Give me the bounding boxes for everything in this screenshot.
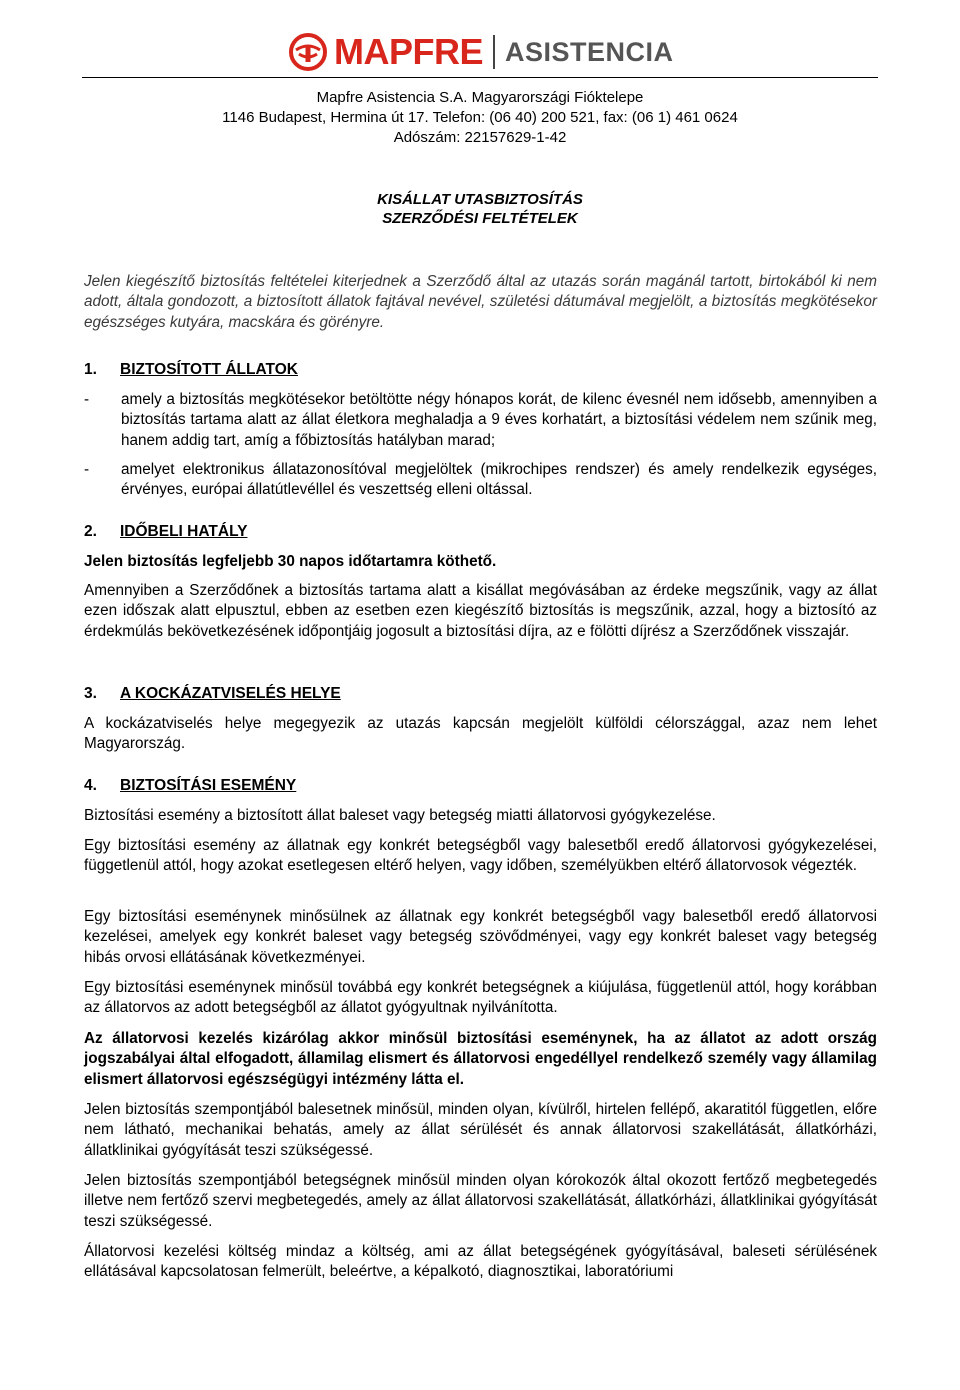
bold-paragraph: Az állatorvosi kezelés kizárólag akkor minősül biztosítási eseménynek, ha az állatot az adott ország jogszabályai által elfogadott, államilag elismert és állatorvosi engedéllyel rendelkező személy vagy államilag elismert állatorvosi egészségügyi intézmény látta el. (84, 1030, 877, 1088)
logo-division-text: ASISTENCIA (505, 36, 674, 67)
list-item-text: amely a biztosítás megkötésekor betöltötte négy hónapos korát, de kilenc évesnél nem idősebb, amennyiben a biztosítás tartama alatt az állat életkora meghaladja a 9 éves korhatárt, a biztosítási védelem nem szűnik meg, hanem addig tart, amíg a főbiztosítás hatályban marad; (121, 391, 877, 449)
section-heading-3 (84, 684, 341, 704)
section-number: 2. (84, 523, 97, 540)
company-tax-number: Adószám: 22157629-1-42 (393, 129, 567, 146)
paragraph: Egy biztosítási eseménynek minősülnek az állatnak egy konkrét betegségből vagy balesetből eredő állatorvosi kezelései, amelyek egy konkrét baleset vagy betegség szövődményei, vagy egy konkrét baleset vagy betegség hibás orvosi ellátásának következményei. (84, 908, 877, 966)
document-title-line1: KISÁLLAT UTASBIZTOSÍTÁS (377, 191, 583, 208)
paragraph: Állatorvosi kezelési költség mindaz a költség, ami az állat betegségének gyógyításával, baleseti sérülésének ellátásával kapcsolatosan felmerült, beleértve, a képalkotó, diagnosztikai, laboratóriumi (84, 1243, 877, 1281)
section-heading-4 (84, 776, 296, 796)
section-number: 4. (84, 777, 97, 794)
list-item (84, 390, 877, 451)
paragraph: Jelen biztosítás szempontjából balesetnek minősül, minden olyan, kívülről, hirtelen fellépő, akaratitól független, előre nem látható, mechanikai behatás, amely az állat sérülését és annak állatorvosi szakellátását, állatkórházi, állatklinikai gyógyítását teszi szükségessé. (84, 1101, 877, 1159)
intro-paragraph: Jelen kiegészítő biztosítás feltételei kiterjednek a Szerződő által az utazás során magánál tartott, birtokából ki nem adott, általa gondozott, a biztosított állatok fajtával nevével, születési dátumával megjelölt, a biztosítás megkötésekor egészséges kutyára, macskára és görényre. (84, 273, 877, 331)
list-item-text: amelyet elektronikus állatazonosítóval megjelöltek (mikrochipes rendszer) és amely rendelkezik egységes, érvényes, európai állatútlevéllel és veszettség elleni oltással. (121, 461, 877, 499)
list-item (84, 460, 877, 501)
logo-brand-text: MAPFRE (334, 31, 483, 72)
paragraph: Egy biztosítási esemény az állatnak egy konkrét betegségből vagy balesetből eredő állatorvosi gyógykezelései, függetlenül attól, hogy azokat esetlegesen eltérő helyen, vagy időben, személyükben eltérő állatorvosok végezték. (84, 837, 877, 875)
section-title: BIZTOSÍTOTT ÁLLATOK (120, 361, 298, 378)
section-number: 1. (84, 361, 97, 378)
logo-divider (493, 35, 495, 69)
list-bullet: - (84, 391, 90, 408)
list-bullet: - (84, 461, 90, 478)
paragraph: A kockázatviselés helye megegyezik az utazás kapcsán megjelölt külföldi célországgal, azaz nem lehet Magyarország. (84, 715, 877, 753)
section-title: A KOCKÁZATVISELÉS HELYE (120, 685, 341, 702)
paragraph: Biztosítási esemény a biztosított állat baleset vagy betegség miatti állatorvosi gyógykezelése. (84, 807, 716, 824)
section-heading-2 (84, 522, 247, 542)
section-heading-1 (84, 360, 298, 380)
paragraph: Amennyiben a Szerződőnek a biztosítás tartama alatt a kisállat megóvásában az érdeke megszűnik, vagy az állat ezen időszak alatt elpusztul, ebben az esetben ezen kiegészítő biztosítás is megszűnik, azzal, hogy a biztosító az érdekmúlás bekövetkezésének időpontjáig jogosult a biztosítási díjra, az e fölötti díjrész a Szerződőnek visszajár. (84, 582, 877, 640)
section-title: BIZTOSÍTÁSI ESEMÉNY (120, 777, 297, 794)
section-number: 3. (84, 685, 97, 702)
document-title-line2: SZERZŐDÉSI FELTÉTELEK (382, 210, 578, 227)
header-rule (82, 77, 878, 78)
company-name: Mapfre Asistencia S.A. Magyarországi Fióktelepe (316, 89, 644, 106)
company-address: 1146 Budapest, Hermina út 17. Telefon: (06 40) 200 521, fax: (06 1) 461 0624 (222, 109, 738, 126)
bold-paragraph: Jelen biztosítás legfeljebb 30 napos időtartamra köthető. (84, 553, 497, 570)
company-logo (288, 30, 674, 74)
mapfre-logo-icon (288, 32, 328, 72)
section-title: IDŐBELI HATÁLY (120, 523, 248, 540)
paragraph: Egy biztosítási eseménynek minősül továbbá egy konkrét betegségnek a kiújulása, függetlenül attól, hogy korábban az állatorvos az adott betegségből az állatot gyógyultnak nyilvánította. (84, 979, 877, 1017)
paragraph: Jelen biztosítás szempontjából betegségnek minősül minden olyan kórokozók által okozott fertőző megbetegedés illetve nem fertőző szervi megbetegedés, amely az állat állatorvosi szakellátását, állatkórházi, állatklinikai gyógyítását teszi szükségessé. (84, 1172, 877, 1230)
